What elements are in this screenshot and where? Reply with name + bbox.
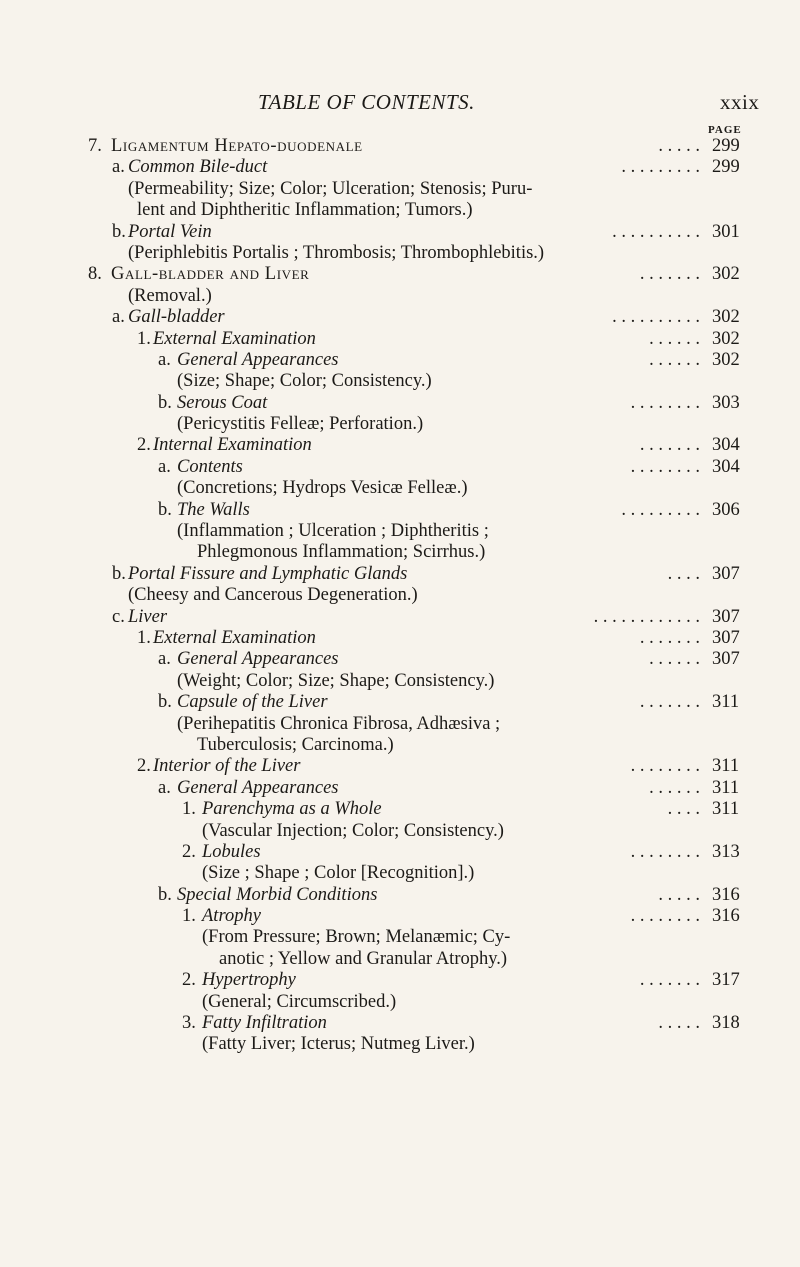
dot-leader: . . . . . . [649, 777, 700, 798]
dot-leader: . . . . . . . [639, 264, 700, 285]
toc-row [0, 842, 800, 863]
dot-leader: . . . . . . [649, 349, 700, 370]
entry-number: b. [112, 221, 126, 242]
toc-row [0, 692, 800, 713]
dot-leader: . . . . . . . . [630, 841, 700, 862]
dot-leader: . . . . . . . . . [621, 499, 700, 520]
toc-row [0, 607, 800, 628]
page-title: TABLE OF CONTENTS. [258, 90, 475, 114]
dot-leader: . . . . . . [649, 649, 700, 670]
entry-page-number[interactable]: 302 [712, 307, 740, 328]
toc-row [0, 949, 800, 970]
entry-number: b. [158, 692, 172, 713]
entry-page-number[interactable]: 307 [712, 627, 740, 648]
entry-page-number[interactable]: 299 [712, 157, 740, 178]
entry-number: b. [112, 563, 126, 584]
toc-row [0, 735, 800, 756]
entry-number: b. [158, 499, 172, 520]
toc-row [0, 927, 800, 948]
entry-description: (Permeability; Size; Color; Ulceration; Stenosis; Puru- [128, 178, 533, 199]
toc-row [0, 542, 800, 563]
entry-number: a. [158, 349, 171, 370]
toc-row [0, 799, 800, 820]
entry-number: 2. [137, 756, 151, 777]
entry-page-number[interactable]: 302 [712, 349, 740, 370]
toc-row [0, 500, 800, 521]
entry-description: (Inflammation ; Ulceration ; Diphtheritis ; [177, 521, 489, 542]
entry-title[interactable]: Interior of the Liver [153, 756, 301, 777]
entry-number: c. [112, 606, 125, 627]
entry-description: (Periphlebitis Portalis ; Thrombosis; Thrombophlebitis.) [128, 242, 545, 263]
dot-leader: . . . . . . . [639, 627, 700, 648]
entry-page-number[interactable]: 311 [712, 799, 740, 820]
toc-row [0, 179, 800, 200]
dot-leader: . . . . [667, 799, 700, 820]
toc-row [0, 200, 800, 221]
entry-page-number[interactable]: 311 [712, 692, 740, 713]
toc-row [0, 628, 800, 649]
toc-row [0, 435, 800, 456]
entry-description: lent and Diphtheritic Inflammation; Tumors.) [137, 200, 473, 221]
entry-description: (Removal.) [128, 285, 212, 306]
entry-title[interactable]: Internal Examination [153, 435, 312, 456]
entry-page-number[interactable]: 307 [712, 606, 740, 627]
dot-leader: . . . . . . . . . . [612, 307, 700, 328]
entry-number: b. [158, 392, 172, 413]
entry-description: (Cheesy and Cancerous Degeneration.) [128, 585, 418, 606]
dot-leader: . . . . . . . . . . [612, 221, 700, 242]
entry-number: 2. [137, 435, 151, 456]
toc-row [0, 906, 800, 927]
entry-title[interactable]: Atrophy [202, 906, 261, 927]
entry-number: 1. [182, 799, 196, 820]
entry-page-number[interactable]: 304 [712, 456, 740, 477]
entry-title[interactable]: External Examination [153, 627, 316, 648]
entry-number: 2. [182, 841, 196, 862]
toc-row [0, 992, 800, 1013]
toc-row [0, 778, 800, 799]
entry-number: 3. [182, 1013, 196, 1034]
entry-description: anotic ; Yellow and Granular Atrophy.) [219, 948, 508, 969]
toc-row [0, 585, 800, 606]
entry-title[interactable]: Special Morbid Conditions [177, 884, 378, 905]
entry-page-number[interactable]: 302 [712, 264, 740, 285]
entry-title[interactable]: Common Bile-duct [128, 157, 268, 178]
dot-leader: . . . . . . . . [630, 756, 700, 777]
entry-title[interactable]: Gall-bladder [128, 307, 225, 328]
entry-page-number[interactable]: 317 [712, 970, 740, 991]
toc-row [0, 350, 800, 371]
entry-title[interactable]: Liver [128, 606, 168, 627]
toc-row [0, 264, 800, 285]
dot-leader: . . . . . [658, 1013, 700, 1034]
entry-title[interactable]: Portal Vein [128, 221, 212, 242]
entry-page-number[interactable]: 311 [712, 756, 740, 777]
entry-page-number[interactable]: 313 [712, 841, 740, 862]
entry-title[interactable]: General Appearances [177, 777, 339, 798]
entry-page-number[interactable]: 316 [712, 906, 740, 927]
entry-description: (General; Circumscribed.) [202, 991, 397, 1012]
dot-leader: . . . . . [658, 136, 700, 156]
entry-title[interactable]: Gall-bladder and Liver [111, 264, 310, 285]
entry-number: 1. [182, 906, 196, 927]
dot-leader: . . . . . . . [639, 692, 700, 713]
entry-title[interactable]: General Appearances [177, 649, 339, 670]
table-of-contents [0, 136, 800, 1056]
toc-row [0, 307, 800, 328]
toc-row [0, 564, 800, 585]
entry-description: (Concretions; Hydrops Vesicæ Felleæ.) [177, 478, 468, 499]
toc-row [0, 136, 800, 157]
entry-page-number[interactable]: 316 [712, 884, 740, 905]
toc-row [0, 821, 800, 842]
entry-page-number[interactable]: 304 [712, 435, 740, 456]
entry-number: a. [158, 649, 171, 670]
entry-title[interactable]: Capsule of the Liver [177, 692, 328, 713]
toc-row [0, 1034, 800, 1055]
entry-description: (Size ; Shape ; Color [Recognition].) [202, 863, 475, 884]
entry-description: (Perihepatitis Chronica Fibrosa, Adhæsiva ; [177, 713, 501, 734]
entry-title[interactable]: Lobules [202, 841, 261, 862]
entry-page-number[interactable]: 307 [712, 649, 740, 670]
toc-row [0, 885, 800, 906]
entry-page-number[interactable]: 301 [712, 221, 740, 242]
entry-number: 1. [137, 328, 151, 349]
dot-leader: . . . . [667, 563, 700, 584]
page-number: xxix [720, 90, 760, 114]
dot-leader: . . . . . . . . [630, 456, 700, 477]
entry-number: b. [158, 884, 172, 905]
entry-number: 2. [182, 970, 196, 991]
entry-description: (Vascular Injection; Color; Consistency.) [202, 820, 504, 841]
dot-leader: . . . . . . . [639, 435, 700, 456]
entry-description: (From Pressure; Brown; Melanæmic; Cy- [202, 927, 511, 948]
entry-description: (Pericystitis Felleæ; Perforation.) [177, 414, 424, 435]
toc-row [0, 756, 800, 777]
entry-page-number[interactable]: 299 [712, 136, 740, 156]
entry-number: 7. [88, 136, 102, 156]
toc-row [0, 243, 800, 264]
entry-page-number[interactable]: 311 [712, 777, 740, 798]
entry-number: a. [112, 307, 125, 328]
entry-title[interactable]: Fatty Infiltration [202, 1013, 327, 1034]
entry-number: a. [158, 777, 171, 798]
entry-title[interactable]: Ligamentum Hepato-duodenale [111, 136, 363, 156]
dot-leader: . . . . . [658, 884, 700, 905]
dot-leader: . . . . . . . . [630, 906, 700, 927]
toc-row [0, 714, 800, 735]
entry-page-number[interactable]: 307 [712, 563, 740, 584]
entry-number: a. [112, 157, 125, 178]
entry-description: (Weight; Color; Size; Shape; Consistency.) [177, 670, 495, 691]
toc-row [0, 414, 800, 435]
entry-description: Tuberculosis; Carcinoma.) [197, 734, 394, 755]
toc-row [0, 222, 800, 243]
toc-row [0, 286, 800, 307]
entry-number: a. [158, 456, 171, 477]
dot-leader: . . . . . . . . [630, 392, 700, 413]
entry-number: 1. [137, 627, 151, 648]
entry-page-number[interactable]: 306 [712, 499, 740, 520]
entry-title[interactable]: External Examination [153, 328, 316, 349]
toc-row [0, 863, 800, 884]
running-head [0, 90, 800, 120]
entry-title[interactable]: Hypertrophy [202, 970, 296, 991]
entry-title[interactable]: Parenchyma as a Whole [202, 799, 382, 820]
toc-row [0, 649, 800, 670]
toc-row [0, 970, 800, 991]
page-column-label: PAGE [708, 124, 742, 136]
toc-row [0, 478, 800, 499]
toc-row [0, 371, 800, 392]
entry-description: (Fatty Liver; Icterus; Nutmeg Liver.) [202, 1034, 475, 1055]
toc-row [0, 1013, 800, 1034]
toc-row [0, 457, 800, 478]
entry-description: Phlegmonous Inflammation; Scirrhus.) [197, 542, 486, 563]
toc-row [0, 521, 800, 542]
dot-leader: . . . . . . . [639, 970, 700, 991]
entry-title[interactable]: The Walls [177, 499, 250, 520]
entry-page-number[interactable]: 318 [712, 1013, 740, 1034]
entry-description: (Size; Shape; Color; Consistency.) [177, 371, 432, 392]
entry-page-number[interactable]: 302 [712, 328, 740, 349]
toc-row [0, 329, 800, 350]
dot-leader: . . . . . . [649, 328, 700, 349]
entry-title[interactable]: General Appearances [177, 349, 339, 370]
toc-row [0, 671, 800, 692]
dot-leader: . . . . . . . . . . . . [593, 606, 700, 627]
entry-page-number[interactable]: 303 [712, 392, 740, 413]
toc-row [0, 157, 800, 178]
entry-title[interactable]: Contents [177, 456, 243, 477]
entry-number: 8. [88, 264, 102, 285]
toc-row [0, 393, 800, 414]
entry-title[interactable]: Serous Coat [177, 392, 268, 413]
entry-title[interactable]: Portal Fissure and Lymphatic Glands [128, 563, 408, 584]
dot-leader: . . . . . . . . . [621, 157, 700, 178]
